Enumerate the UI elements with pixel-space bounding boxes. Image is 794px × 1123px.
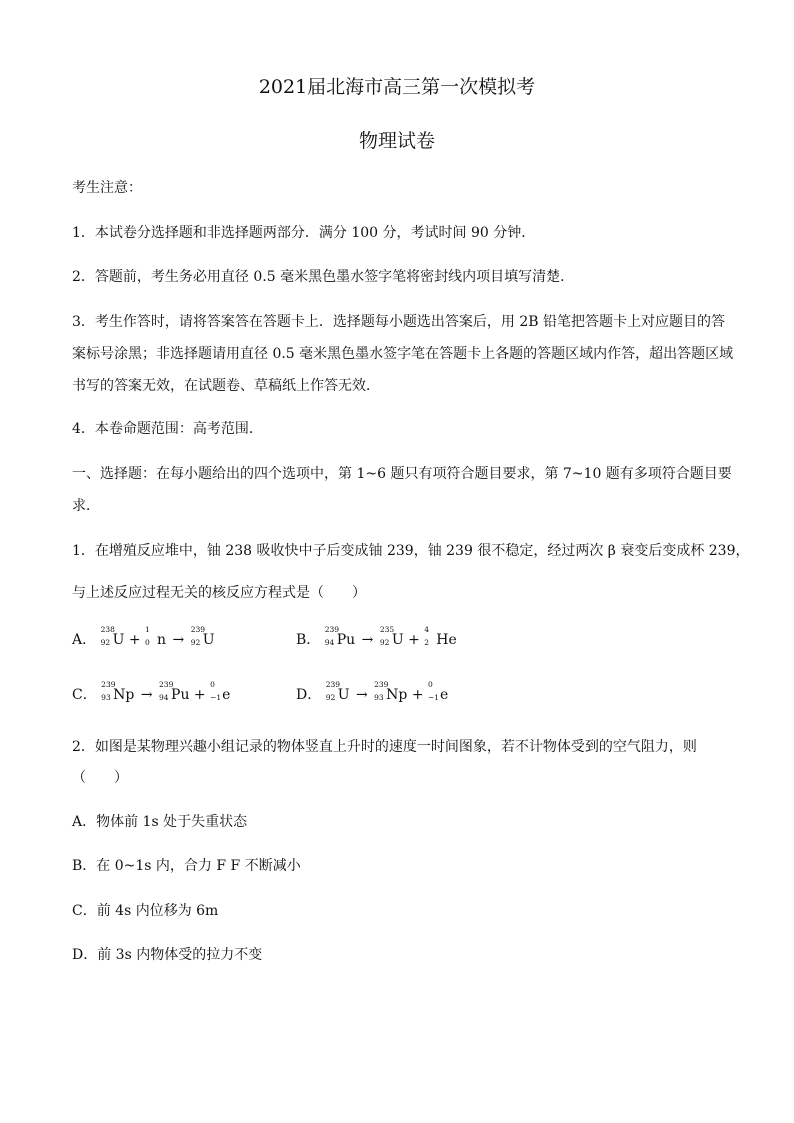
question-2-option-d: D．前 3s 内物体受的拉力不变 bbox=[72, 947, 263, 963]
notice-item-3-line-1: 3．考生作答时，请将答案答在答题卡上．选择题每小题选出答案后，用 2B 铅笔把答题卡上对应题目的答 bbox=[72, 314, 726, 330]
mass-number: 239 bbox=[374, 680, 389, 689]
nuclide bbox=[325, 680, 350, 703]
notice-item-3-line-3: 书写的答案无效，在试题卷、草稿纸上作答无效． bbox=[72, 378, 380, 394]
plus-sign: + bbox=[128, 632, 141, 648]
section-heading-line-2: 求． bbox=[72, 498, 100, 514]
question-1-option-b bbox=[296, 625, 457, 649]
question-1-option-d bbox=[296, 680, 449, 704]
reaction-arrow: → bbox=[355, 687, 368, 703]
atomic-number: 92 bbox=[100, 638, 111, 647]
reaction-arrow: → bbox=[140, 687, 153, 703]
option-label: B． bbox=[296, 632, 321, 648]
nuclide bbox=[424, 625, 457, 648]
option-label: D． bbox=[296, 687, 322, 703]
element-symbol: U bbox=[337, 687, 350, 703]
plus-sign: + bbox=[193, 687, 206, 703]
element-symbol: U bbox=[391, 632, 404, 648]
atomic-number: 93 bbox=[101, 693, 111, 702]
notice-item-2: 2．答题前，考生务必用直径 0.5 毫米黑色墨水签字笔将密封线内项目填写清楚． bbox=[72, 269, 575, 285]
atomic-number: 2 bbox=[424, 638, 430, 647]
nuclide bbox=[428, 680, 449, 703]
plus-sign: + bbox=[411, 687, 424, 703]
atomic-number: 92 bbox=[190, 638, 201, 647]
atomic-number: −1 bbox=[210, 693, 222, 702]
mass-number: 239 bbox=[190, 625, 206, 634]
atomic-number: 0 bbox=[145, 638, 150, 647]
notice-item-4: 4．本卷命题范围：高考范围． bbox=[72, 421, 263, 437]
element-symbol: Np bbox=[386, 687, 408, 703]
exam-title: 2021届北海市高三第一次模拟考 bbox=[258, 76, 536, 98]
atomic-number: 92 bbox=[379, 638, 390, 647]
question-2-option-c: C．前 4s 内位移为 6m bbox=[72, 903, 219, 919]
nuclide bbox=[374, 680, 408, 703]
notice-item-3-line-2: 案标号涂黑；非选择题请用直径 0.5 毫米黑色墨水签字笔在答题卡上各题的答题区域内作答，超出答题区域 bbox=[72, 346, 734, 362]
question-2-option-a: A．物体前 1s 处于失重状态 bbox=[72, 814, 248, 830]
element-symbol: n bbox=[157, 632, 167, 648]
exam-subtitle: 物理试卷 bbox=[358, 130, 435, 152]
mass-number: 238 bbox=[100, 625, 115, 634]
atomic-number: −1 bbox=[428, 693, 440, 702]
reaction-arrow: → bbox=[361, 632, 374, 648]
mass-number: 239 bbox=[324, 625, 340, 634]
question-2-stem-line-1: 2．如图是某物理兴趣小组记录的物体竖直上升时的速度一时间图象，若不计物体受到的空气阻力，则 bbox=[72, 739, 697, 755]
nuclide bbox=[190, 625, 215, 648]
option-label: C． bbox=[72, 687, 97, 703]
mass-number: 239 bbox=[325, 680, 341, 689]
section-heading-line-1: 一、选择题：在每小题给出的四个选项中，第 1~6 题只有项符合题目要求，第 7~10 题有多项符合题目要 bbox=[72, 466, 732, 482]
question-1-option-c bbox=[72, 680, 231, 704]
element-symbol: e bbox=[222, 687, 231, 703]
mass-number: 239 bbox=[101, 680, 116, 689]
element-symbol: U bbox=[112, 632, 125, 648]
atomic-number: 92 bbox=[325, 693, 336, 702]
nuclide bbox=[145, 625, 167, 648]
option-label: A． bbox=[72, 632, 97, 648]
question-1-stem-line-2: 与上述反应过程无关的核反应方程式是（ ） bbox=[72, 585, 366, 601]
element-symbol: He bbox=[436, 632, 457, 648]
question-2-option-b: B．在 0~1s 内，合力 F F 不断减小 bbox=[72, 858, 301, 874]
notice-heading: 考生注意： bbox=[72, 180, 142, 196]
mass-number: 235 bbox=[379, 625, 395, 634]
mass-number: 239 bbox=[159, 680, 174, 689]
question-1-option-a bbox=[72, 625, 215, 649]
nuclide bbox=[210, 680, 231, 703]
notice-item-1: 1．本试卷分选择题和非选择题两部分．满分 100 分，考试时间 90 分钟． bbox=[72, 225, 536, 241]
mass-number: 4 bbox=[424, 625, 430, 634]
question-2-stem-line-2: （ ） bbox=[72, 770, 128, 786]
nuclide bbox=[379, 625, 404, 648]
mass-number: 1 bbox=[145, 625, 150, 634]
element-symbol: Pu bbox=[171, 687, 190, 703]
atomic-number: 93 bbox=[374, 693, 384, 702]
atomic-number: 94 bbox=[324, 638, 335, 647]
element-symbol: Np bbox=[113, 687, 135, 703]
reaction-arrow: → bbox=[172, 632, 185, 648]
question-1-stem-line-1: 1．在增殖反应堆中，铀 238 吸收快中子后变成铀 239，铀 239 很不稳定，经过两次 β 衰变后变成杯 239， bbox=[72, 543, 750, 559]
nuclide bbox=[324, 625, 356, 648]
element-symbol: e bbox=[440, 687, 449, 703]
mass-number: 0 bbox=[210, 680, 215, 689]
nuclide bbox=[159, 680, 190, 703]
mass-number: 0 bbox=[428, 680, 433, 689]
element-symbol: U bbox=[202, 632, 215, 648]
atomic-number: 94 bbox=[159, 693, 169, 702]
plus-sign: + bbox=[408, 632, 420, 648]
element-symbol: Pu bbox=[336, 632, 356, 648]
nuclide bbox=[100, 625, 125, 648]
nuclide bbox=[101, 680, 135, 703]
